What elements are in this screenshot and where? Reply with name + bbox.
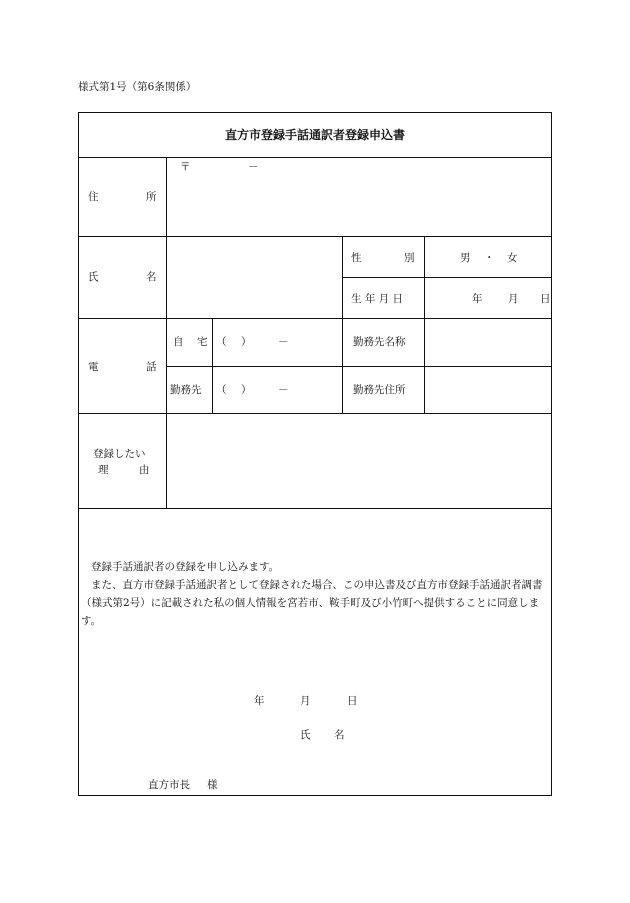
signature-field[interactable] bbox=[350, 722, 540, 746]
birth-day-label: 日 bbox=[540, 293, 551, 305]
employer-address-field[interactable] bbox=[426, 368, 550, 412]
phone-label-1: 電 bbox=[88, 361, 99, 373]
phone-work-paren-close: ） bbox=[241, 384, 252, 396]
gender-female-option[interactable]: 女 bbox=[507, 252, 518, 264]
date-day-label: 日 bbox=[347, 695, 358, 707]
name-field[interactable] bbox=[168, 238, 340, 316]
birth-month-label: 月 bbox=[508, 293, 519, 305]
addressee-honorific: 様 bbox=[207, 779, 218, 791]
birthdate-label: 生 年 月 日 bbox=[351, 293, 404, 305]
employer-name-field[interactable] bbox=[426, 320, 550, 365]
phone-home-paren-open: （ bbox=[216, 336, 227, 348]
address-field[interactable] bbox=[168, 174, 550, 234]
employer-name-label: 勤務先名称 bbox=[353, 336, 406, 348]
reason-label-2b: 由 bbox=[139, 464, 150, 476]
phone-work-dash: － bbox=[278, 384, 289, 396]
addressee-name: 直方市長 bbox=[148, 779, 190, 791]
reason-label-1: 登録したい bbox=[93, 448, 146, 460]
gender-separator: ・ bbox=[484, 252, 495, 264]
form-number: 様式第1号（第6条関係） bbox=[78, 81, 197, 93]
gender-label-1: 性 bbox=[351, 252, 362, 264]
birth-year-label: 年 bbox=[472, 293, 483, 305]
reason-field[interactable] bbox=[168, 415, 550, 507]
reason-label-2a: 理 bbox=[98, 464, 109, 476]
date-year-label: 年 bbox=[254, 695, 265, 707]
date-month-label: 月 bbox=[300, 695, 311, 707]
signature-label-2: 名 bbox=[334, 729, 345, 741]
name-label-1: 氏 bbox=[88, 271, 99, 283]
postal-mark: 〒 bbox=[180, 161, 191, 173]
phone-label-2: 話 bbox=[146, 361, 157, 373]
postal-dash: － bbox=[248, 161, 259, 173]
address-label-2: 所 bbox=[146, 191, 157, 203]
phone-home-paren-close: ） bbox=[241, 336, 252, 348]
address-label-1: 住 bbox=[88, 191, 99, 203]
phone-home-label-1: 自 bbox=[173, 336, 184, 348]
phone-home-dash: － bbox=[278, 336, 289, 348]
signature-label-1: 氏 bbox=[300, 729, 311, 741]
form-title: 直方市登録手話通訳者登録申込書 bbox=[224, 128, 405, 142]
phone-home-label-2: 宅 bbox=[197, 336, 208, 348]
gender-male-option[interactable]: 男 bbox=[460, 252, 471, 264]
phone-work-label: 勤務先 bbox=[170, 384, 202, 396]
statement-line-1: 登録手話通訳者の登録を申し込みます。 bbox=[91, 561, 280, 573]
statement-line-2: また、直方市登録手話通訳者として登録された場合、この申込書及び直方市登録手話通訳者調書（様式第2号）に記載された私の個人情報を宮若市、鞍手町及び小竹町へ提供することに同意します。 bbox=[81, 579, 543, 627]
employer-address-label: 勤務先住所 bbox=[353, 384, 406, 396]
phone-work-paren-open: （ bbox=[216, 384, 227, 396]
name-label-2: 名 bbox=[146, 271, 157, 283]
gender-label-2: 別 bbox=[404, 252, 415, 264]
